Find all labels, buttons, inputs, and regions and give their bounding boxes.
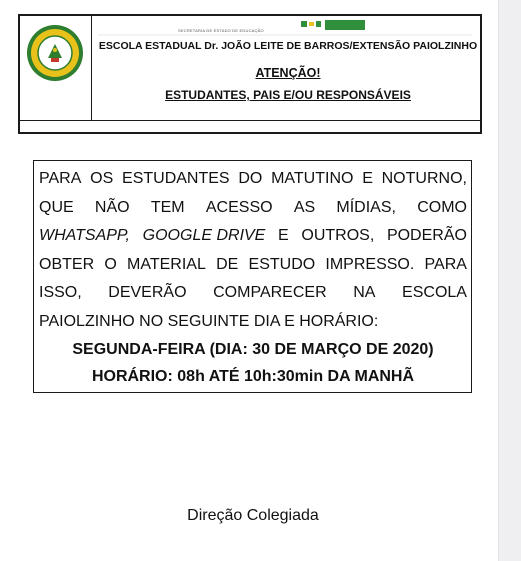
notice-box [33,160,472,393]
attention-title: ATENÇÃO! [255,66,321,80]
notice-line-6: PAIOLZINHO NO SEGUINTE DIA E HORÁRIO: [39,312,379,330]
notice-line-4: OBTER O MATERIAL DE ESTUDO IMPRESSO. PARA [39,255,467,273]
header-table [18,14,482,134]
government-banner [98,24,472,36]
government-logo-icon [325,20,365,30]
viewer-scroll-gutter[interactable] [498,0,521,561]
government-seal-icon [300,19,322,29]
notice-line-5: ISSO, DEVERÃO COMPARECER NA ESCOLA [39,284,467,301]
notice-line-3: WHATSAPP, GOOGLE DRIVE E OUTROS, PODERÃO [39,227,467,244]
logo-cell [20,16,92,120]
school-name: ESCOLA ESTADUAL Dr. JOÃO LEITE DE BARROS/EXTENSÃO PAIOLZINHO [98,40,478,52]
header-divider [20,120,480,121]
signature: Direção Colegiada [187,507,319,524]
notice-time: HORÁRIO: 08h ATÉ 10h:30min DA MANHÃ [91,368,415,385]
notice-day: SEGUNDA-FEIRA (DIA: 30 DE MARÇO DE 2020) [72,341,434,358]
secretaria-label: SECRETARIA DE ESTADO DE EDUCAÇÃO [178,28,264,33]
notice-line-1: PARA OS ESTUDANTES DO MATUTINO E NOTURNO, [39,170,467,187]
audience-line: ESTUDANTES, PAIS E/OU RESPONSÁVEIS [165,88,411,102]
notice-line-2: QUE NÃO TEM ACESSO AS MÍDIAS, COMO [39,198,467,216]
school-seal-logo [26,24,84,82]
